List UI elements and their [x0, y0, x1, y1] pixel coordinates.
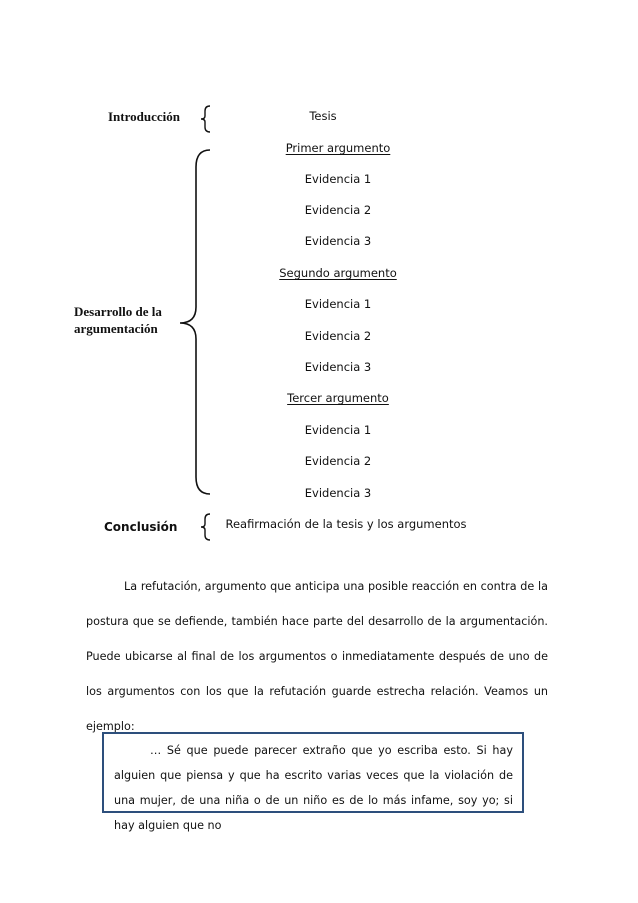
intro-item-tesis: Tesis — [309, 109, 337, 123]
body-brace — [176, 147, 214, 497]
quote-box — [102, 732, 524, 832]
quote-text: … Sé que puede parecer extraño que yo escriba esto. Si hay alguien que piensa y que ha escrito varias veces que la violación de una mujer, de una niña o de un niño es de lo más infame, soy yo; si hay alguien que no — [114, 744, 513, 832]
conclusion-brace — [198, 512, 214, 542]
evidence-item: Evidencia 3 — [304, 486, 372, 500]
evidence-item: Evidencia 1 — [304, 423, 372, 437]
evidence-item: Evidencia 1 — [304, 297, 372, 311]
conclusion-label: Conclusión — [104, 520, 178, 534]
intro-brace — [198, 104, 214, 134]
argument-heading: Segundo argumento — [279, 266, 397, 280]
quote-paragraph — [114, 738, 513, 838]
evidence-item: Evidencia 3 — [304, 234, 372, 248]
evidence-item: Evidencia 2 — [304, 203, 372, 217]
argument-heading: Tercer argumento — [287, 391, 389, 405]
evidence-item: Evidencia 2 — [304, 329, 372, 343]
argument-heading: Primer argumento — [285, 141, 391, 155]
body-label-line1: Desarrollo de la — [74, 304, 162, 319]
intro-label: Introducción — [108, 109, 180, 124]
body-label-line2: argumentación — [74, 321, 158, 336]
evidence-item: Evidencia 1 — [304, 172, 372, 186]
body-paragraph — [86, 569, 548, 744]
evidence-item: Evidencia 2 — [304, 454, 372, 468]
conclusion-item: Reafirmación de la tesis y los argumentos — [225, 517, 467, 531]
evidence-item: Evidencia 3 — [304, 360, 372, 374]
paragraph-text: La refutación, argumento que anticipa una posible reacción en contra de la postura que se defiende, también hace parte del desarrollo de la argumentación. Puede ubicarse al final de los argumentos o inmediatamente después de uno de los argumentos con los que la refutación guarde estrecha relación. Veamos un ejemplo: — [86, 580, 548, 733]
